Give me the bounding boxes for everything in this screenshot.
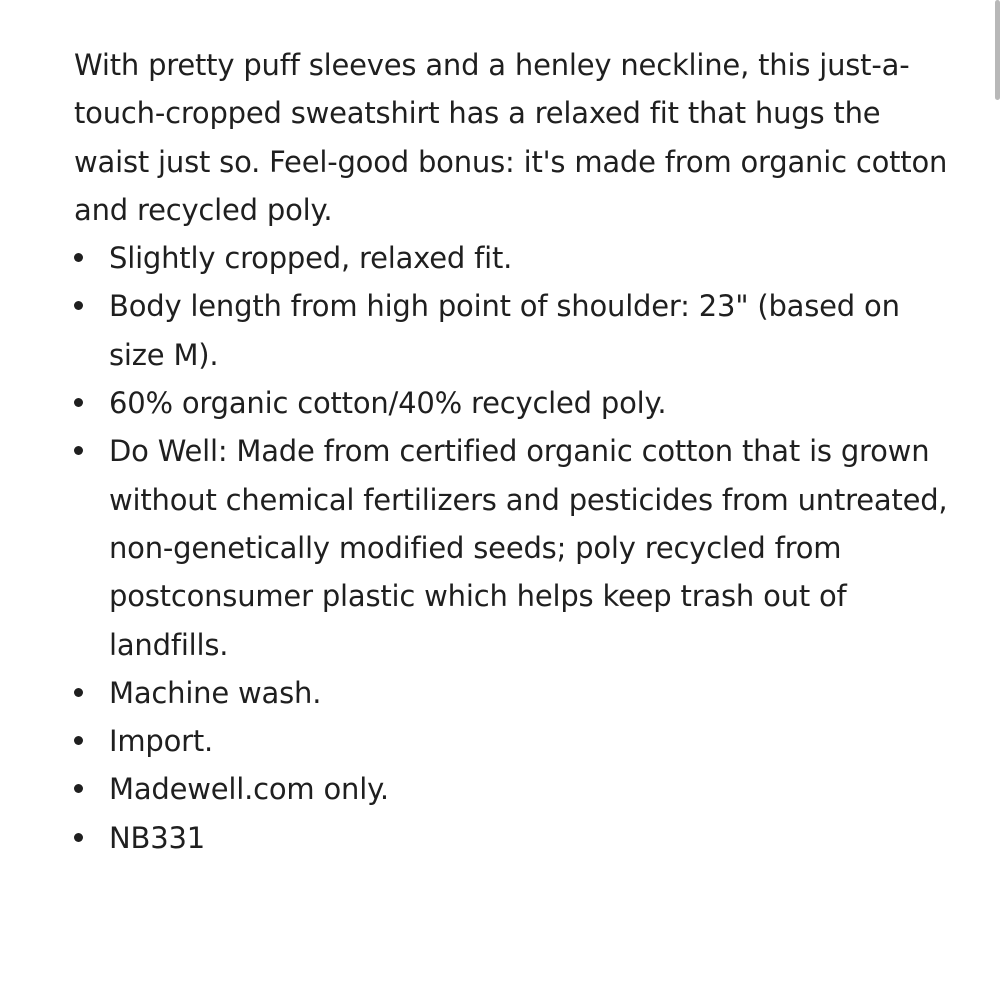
bullet-icon (74, 688, 83, 697)
bullet-icon (74, 833, 83, 842)
feature-item (74, 717, 954, 765)
product-description: With pretty puff sleeves and a henley neckline, this just-a-touch-cropped sweatshirt has a relaxed fit that hugs the waist just so. Feel-good bonus: it's made from organic cotton and recycled poly. (74, 48, 948, 227)
feature-item (74, 379, 954, 427)
bullet-icon (74, 253, 83, 262)
scrollbar[interactable] (995, 0, 1000, 100)
product-code: NB331 (109, 820, 205, 855)
feature-text: Madewell.com only. (109, 772, 389, 807)
feature-list (74, 234, 954, 862)
feature-item (74, 669, 954, 717)
feature-text: 60% organic cotton/40% recycled poly. (109, 386, 667, 421)
product-details (74, 41, 954, 862)
bullet-icon (74, 398, 83, 407)
feature-item (74, 234, 954, 282)
feature-text: Do Well: Made from certified organic cotton that is grown without chemical fertilizers and pesticides from untreated, non-genetically modified seeds; poly recycled from postconsumer plastic which helps keep trash out of landfills. (109, 434, 948, 662)
bullet-icon (74, 446, 83, 455)
feature-text: Import. (109, 724, 214, 759)
bullet-icon (74, 784, 83, 793)
bullet-icon (74, 736, 83, 745)
feature-item (74, 765, 954, 813)
feature-item (74, 814, 954, 862)
feature-text: Body length from high point of shoulder: 23" (based on size M). (109, 289, 900, 372)
feature-text: Slightly cropped, relaxed fit. (109, 241, 513, 276)
feature-item (74, 282, 954, 379)
feature-text: Machine wash. (109, 675, 322, 710)
feature-item (74, 427, 954, 668)
bullet-icon (74, 301, 83, 310)
